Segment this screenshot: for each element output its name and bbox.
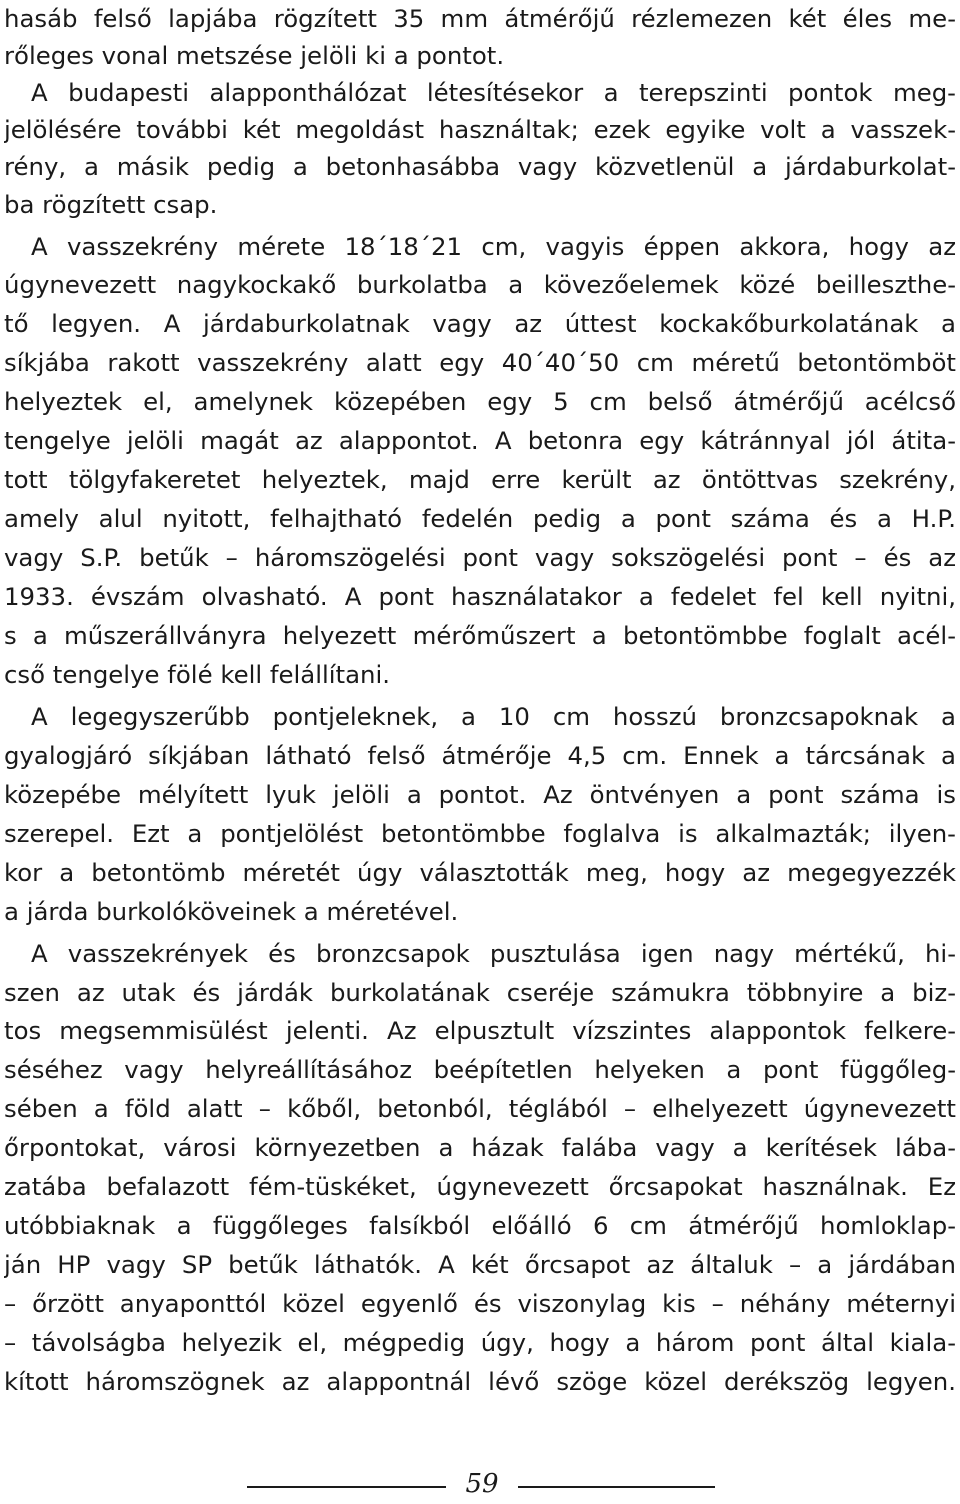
text-line: közepébe mélyített lyuk jelöli a pontot. Az öntvényen a pont száma is: [4, 780, 956, 809]
text-line: rőleges vonal metszése jelöli ki a pontot.: [4, 41, 505, 70]
text-line: szerepel. Ezt a pontjelölést betontömbbe foglalva is alkalmazták; ilyen-: [4, 819, 956, 848]
text-line: tő legyen. A járdaburkolatnak vagy az úttest kockakőburkolatának a: [4, 309, 956, 338]
text-line: tott tölgyfakeretet helyeztek, majd erre került az öntöttvas szekrény,: [4, 465, 956, 494]
text-line: tengelye jelöli magát az alappontot. A betonra egy kátránnyal jól átita-: [4, 426, 956, 455]
text-line: utóbbiaknak a függőleges falsíkból előálló 6 cm átmérőjű homloklap-: [4, 1211, 956, 1240]
text-line: szen az utak és járdák burkolatának cseréje számukra többnyire a biz-: [4, 978, 956, 1007]
text-line: – távolságba helyezik el, mégpedig úgy, hogy a három pont által kiala-: [4, 1328, 956, 1357]
text-line: ján HP vagy SP betűk láthatók. A két őrcsapot az általuk – a járdában: [4, 1250, 956, 1279]
text-line: jelölésére további két megoldást használtak; ezek egyike volt a vasszek-: [4, 115, 956, 144]
text-line: rény, a másik pedig a betonhasábba vagy közvetlenül a járdaburkolat-: [4, 152, 956, 181]
text-line: helyeztek el, amelynek közepében egy 5 cm belső átmérőjű acélcső: [4, 387, 956, 416]
text-line: A vasszekrény mérete 18´18´21 cm, vagyis éppen akkora, hogy az: [31, 232, 956, 261]
text-line: A legegyszerűbb pontjeleknek, a 10 cm hosszú bronzcsapoknak a: [31, 702, 956, 731]
text-line: gyalogjáró síkjában látható felső átmérője 4,5 cm. Ennek a tárcsának a: [4, 741, 956, 770]
text-line: A budapesti alapponthálózat létesítésekor a terepszinti pontok meg-: [31, 78, 956, 107]
text-line: cső tengelye fölé kell felállítani.: [4, 660, 391, 689]
text-line: sében a föld alatt – kőből, betonból, téglából – elhelyezett úgynevezett: [4, 1094, 956, 1123]
text-line: kított háromszögnek az alappontnál lévő szöge közel derékszög legyen.: [4, 1367, 956, 1396]
page-footer: [0, 1462, 960, 1502]
text-line: A vasszekrények és bronzcsapok pusztulása igen nagy mértékű, hi-: [31, 939, 956, 968]
text-line: amely alul nyitott, felhajtható fedelén pedig a pont száma és a H.P.: [4, 504, 956, 533]
page-number: 59: [465, 1469, 499, 1499]
text-line: zatába befalazott fém-tüskéket, úgynevezett őrcsapokat használnak. Ez: [4, 1172, 956, 1201]
text-line: vagy S.P. betűk – háromszögelési pont vagy sokszögelési pont – és az: [4, 543, 956, 572]
text-line: őrpontokat, városi környezetben a házak falába vagy a kerítések lába-: [4, 1133, 956, 1162]
text-line: ba rögzített csap.: [4, 190, 218, 219]
text-line: – őrzött anyaponttól közel egyenlő és viszonylag kis – néhány méternyi: [4, 1289, 956, 1318]
text-line: kor a betontömb méretét úgy választották meg, hogy az megegyezzék: [4, 858, 956, 887]
text-line: s a műszerállványra helyezett mérőműszert a betontömbbe foglalt acél-: [4, 621, 956, 650]
text-line: tos megsemmisülést jelenti. Az elpusztult vízszintes alappontok felkere-: [4, 1016, 956, 1045]
text-line: a járda burkolóköveinek a méretével.: [4, 897, 459, 926]
text-line: 1933. évszám olvasható. A pont használatakor a fedelet fel kell nyitni,: [4, 582, 956, 611]
text-line: síkjába rakott vasszekrény alatt egy 40´40´50 cm méretű betontömböt: [4, 348, 956, 377]
text-line: úgynevezett nagykockakő burkolatba a kövezőelemek közé beilleszthe-: [4, 270, 956, 299]
footer-rule-left: [247, 1486, 446, 1488]
footer-rule-right: [518, 1486, 715, 1488]
text-line: séséhez vagy helyreállításához beépítetlen helyeken a pont függőleg-: [4, 1055, 956, 1084]
text-line: hasáb felső lapjába rögzített 35 mm átmérőjű rézlemezen két éles me-: [4, 4, 956, 33]
